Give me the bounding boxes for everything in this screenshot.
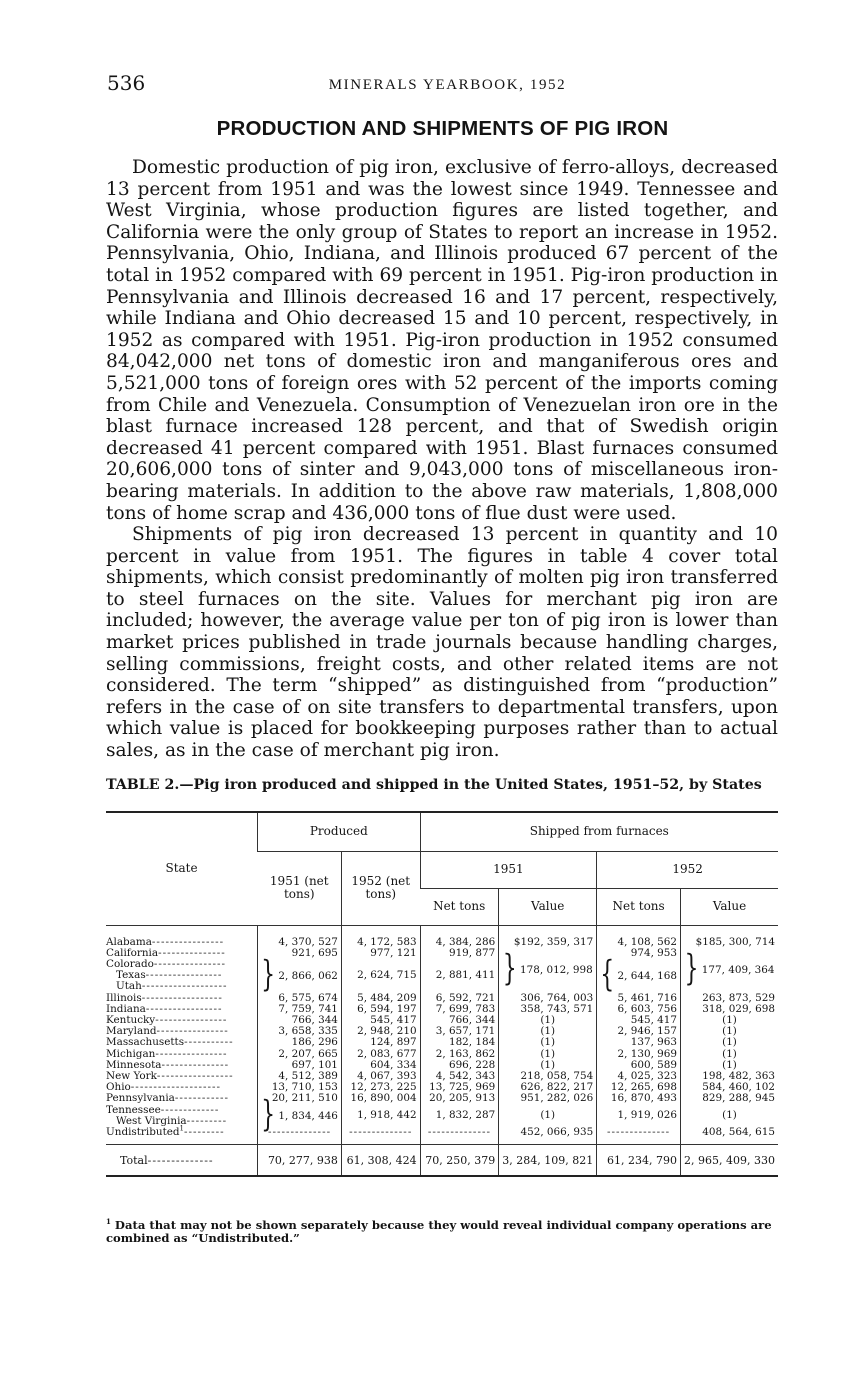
state-label: Pennsylvania bbox=[106, 1092, 175, 1105]
footnote-text: Data that may not be shown separately because they would reveal individual company operations are combined as “Undistributed.” bbox=[106, 1218, 772, 1245]
cell: 137, 963 bbox=[597, 1037, 681, 1048]
brace-icon: } bbox=[684, 949, 699, 990]
cell: 6, 603, 756 bbox=[597, 1004, 681, 1015]
cell: 218, 058, 754 bbox=[499, 1071, 597, 1082]
header-value-1952: Value bbox=[681, 888, 778, 925]
cell: 358, 743, 571 bbox=[499, 1004, 597, 1015]
cell: 545, 417 bbox=[341, 1015, 420, 1026]
cell-value: 2, 866, 062 bbox=[278, 969, 338, 982]
footnote-marker: 1 bbox=[106, 1217, 111, 1227]
cell: 696, 228 bbox=[420, 1060, 499, 1071]
cell: 974, 953 bbox=[597, 948, 681, 959]
cell: 263, 873, 529 bbox=[681, 993, 778, 1004]
header-shipped-1951: 1951 bbox=[420, 851, 597, 888]
cell: 13, 725, 969 bbox=[420, 1082, 499, 1093]
cell: 2, 948, 210 bbox=[341, 1026, 420, 1037]
cell: 4, 542, 343 bbox=[420, 1071, 499, 1082]
cell: 604, 334 bbox=[341, 1060, 420, 1071]
cell: 4, 025, 323 bbox=[597, 1071, 681, 1082]
state-label: Maryland bbox=[106, 1025, 157, 1038]
cell-blank: -------------- bbox=[341, 1127, 420, 1138]
cell: 12, 265, 698 bbox=[597, 1082, 681, 1093]
cell: (1) bbox=[499, 1060, 597, 1071]
cell: (1) bbox=[681, 1060, 778, 1071]
cell: 2, 946, 157 bbox=[597, 1026, 681, 1037]
table-row: Utah------------------- bbox=[106, 981, 778, 992]
cell: 766, 344 bbox=[258, 1015, 342, 1026]
cell: 6, 575, 674 bbox=[258, 993, 342, 1004]
cell: 20, 205, 913 bbox=[420, 1093, 499, 1104]
cell: 600, 589 bbox=[597, 1060, 681, 1071]
cell: 16, 890, 004 bbox=[341, 1093, 420, 1104]
section-title: PRODUCTION AND SHIPMENTS OF PIG IRON bbox=[216, 117, 669, 140]
state-label: New York bbox=[106, 1069, 157, 1082]
cell: 626, 822, 217 bbox=[499, 1082, 597, 1093]
cell: (1) bbox=[499, 1037, 597, 1048]
total-row: Total-------------- 70, 277, 938 61, 308, 424 70, 250, 379 3, 284, 109, 821 61, 234, 790 2, 965, 409, 330 bbox=[106, 1145, 778, 1177]
cell: 4, 067, 393 bbox=[341, 1071, 420, 1082]
cell: 318, 029, 698 bbox=[681, 1004, 778, 1015]
cell: 12, 273, 225 bbox=[341, 1082, 420, 1093]
cell: 408, 564, 615 bbox=[681, 1127, 778, 1138]
running-title: MINERALS YEARBOOK, 1952 bbox=[328, 77, 567, 93]
cell-grouped-value-1951 bbox=[499, 948, 597, 993]
table-row: Undistributed$^1$--------- -------------- -------------- -------------- 452, 066, 935 -------------- 408, 564, 615 bbox=[106, 1127, 778, 1138]
cell: 1, 832, 287 bbox=[420, 1105, 499, 1127]
state-label: Michigan bbox=[106, 1047, 156, 1060]
table-row: Minnesota--------------- 697, 101 604, 334 696, 228 (1) 600, 589 (1) bbox=[106, 1060, 778, 1071]
pig-iron-table bbox=[106, 811, 778, 1177]
cell: 977, 121 bbox=[341, 948, 420, 959]
cell: 6, 592, 721 bbox=[420, 993, 499, 1004]
cell: 766, 344 bbox=[420, 1015, 499, 1026]
cell: 951, 282, 026 bbox=[499, 1093, 597, 1104]
state-label: Massachusetts bbox=[106, 1036, 185, 1049]
cell-grouped-value-1952 bbox=[681, 948, 778, 993]
cell: 4, 512, 389 bbox=[258, 1071, 342, 1082]
cell-value: 177, 409, 364 bbox=[701, 964, 775, 977]
table-row: Michigan---------------- 2, 207, 665 2, 083, 677 2, 163, 862 (1) 2, 130, 969 (1) bbox=[106, 1049, 778, 1060]
cell: 2, 083, 677 bbox=[341, 1049, 420, 1060]
cell: 7, 699, 783 bbox=[420, 1004, 499, 1015]
cell-group bbox=[258, 954, 342, 995]
cell-value: 1, 834, 446 bbox=[278, 1109, 338, 1122]
table-row: Texas----------------- bbox=[106, 970, 778, 981]
cell: 124, 897 bbox=[341, 1037, 420, 1048]
cell: (1) bbox=[681, 1037, 778, 1048]
cell-value: 2, 644, 168 bbox=[617, 969, 678, 982]
cell: 61, 308, 424 bbox=[341, 1145, 420, 1177]
cell: (1) bbox=[681, 1026, 778, 1037]
cell: 1, 919, 026 bbox=[597, 1105, 681, 1127]
footnote-marker: 1 bbox=[179, 1124, 185, 1133]
cell: 16, 870, 493 bbox=[597, 1093, 681, 1104]
cell: 198, 482, 363 bbox=[681, 1071, 778, 1082]
header-state: State bbox=[106, 812, 258, 925]
cell: (1) bbox=[499, 1015, 597, 1026]
total-label: Total bbox=[120, 1153, 148, 1167]
header-produced: Produced bbox=[258, 812, 420, 851]
cell: 2, 881, 411 bbox=[420, 959, 499, 993]
state-label: Indiana bbox=[106, 1002, 146, 1015]
header-produced-1951: 1951 (net tons) bbox=[258, 851, 342, 925]
brace-icon: } bbox=[261, 954, 276, 995]
cell-blank: -------------- bbox=[597, 1127, 681, 1138]
cell: 20, 211, 510 bbox=[258, 1093, 342, 1104]
cell: 829, 288, 945 bbox=[681, 1093, 778, 1104]
page-number: 536 bbox=[107, 71, 146, 95]
cell: 2, 965, 409, 330 bbox=[681, 1145, 778, 1177]
header-value-1951: Value bbox=[499, 888, 597, 925]
table-row: Colorado---------------- } 2, 866, 062 2, 624, 715 2, 881, 411 { 2, 644, 168 bbox=[106, 959, 778, 970]
cell: 5, 484, 209 bbox=[341, 993, 420, 1004]
cell: (1) bbox=[681, 1015, 778, 1026]
cell: (1) bbox=[499, 1026, 597, 1037]
table-caption: TABLE 2.—Pig iron produced and shipped in the United States, 1951–52, by States bbox=[106, 777, 762, 793]
paragraph: Domestic production of pig iron, exclusive of ferro-alloys, decreased 13 percent from 1951 and was the lowest since 1949. Tennessee and West Virginia, whose production figures are listed together, and California were the only group of States to report an increase in 1952. Pennsylvania, Ohio, Indiana, and Illinois produced 67 percent of the total in 1952 compared with 69 percent in 1951. Pig-iron production in Pennsylvania and Illinois decreased 16 and 17 percent, respectively, while Indiana and Ohio decreased 15 and 10 percent, respectively, in 1952 as compared with 1951. Pig-iron production in 1952 consumed 84,042,000 net tons of domestic iron and manganiferous ores and 5,521,000 tons of foreign ores with 52 percent of the imports coming from Chile and Venezuela. Consumption of Venezuelan iron ore in the blast furnace increased 128 percent, and that of Swedish origin decreased 41 percent compared with 1951. Blast furnaces consumed 20,606,000 tons of sinter and 9,043,000 tons of miscellaneous iron-bearing materials. In addition to the above raw materials, 1,808,000 tons of home scrap and 436,000 tons of flue dust were used. bbox=[106, 157, 778, 524]
cell: 584, 460, 102 bbox=[681, 1082, 778, 1093]
table-row: Kentucky---------------- 766, 344 545, 417 766, 344 (1) 545, 417 (1) bbox=[106, 1015, 778, 1026]
header-produced-1952: 1952 (net tons) bbox=[341, 851, 420, 925]
cell: 1, 918, 442 bbox=[341, 1105, 420, 1127]
cell: (1) bbox=[499, 1105, 597, 1127]
table-row: Alabama---------------- 4, 370, 527 4, 172, 583 4, 384, 286 $192, 359, 317 4, 108, 562 $185, 300, 714 bbox=[106, 937, 778, 948]
state-label: Minnesota bbox=[106, 1058, 162, 1071]
header-shipped-1952: 1952 bbox=[597, 851, 778, 888]
state-label: Kentucky bbox=[106, 1013, 156, 1026]
cell: (1) bbox=[499, 1049, 597, 1060]
state-label: Colorado bbox=[106, 957, 154, 970]
cell: 4, 370, 527 bbox=[258, 937, 342, 948]
state-label: Illinois bbox=[106, 991, 142, 1004]
cell: 2, 163, 862 bbox=[420, 1049, 499, 1060]
table-row: Pennsylvania------------ 20, 211, 510 16, 890, 004 20, 205, 913 951, 282, 026 16, 870, 493 829, 288, 945 bbox=[106, 1093, 778, 1104]
cell: 6, 594, 197 bbox=[341, 1004, 420, 1015]
paragraph: Shipments of pig iron decreased 13 percent in quantity and 10 percent in value from 1951. The figures in table 4 cover total shipments, which consist predominantly of molten pig iron transferred to steel furnaces on the site. Values for merchant pig iron are included; however, the average value per ton of pig iron is lower than market prices published in trade journals because handling charges, selling commissions, freight costs, and other related items are not considered. The term “shipped” as distinguished from “production” refers in the case of on site transfers to departmental transfers, upon which value is placed for bookkeeping purposes rather than to actual sales, as in the case of merchant pig iron. bbox=[106, 524, 778, 762]
header-net-tons-1951: Net tons bbox=[420, 888, 499, 925]
cell-blank: -------------- bbox=[258, 1127, 342, 1138]
table-row: New York----------------- 4, 512, 389 4, 067, 393 4, 542, 343 218, 058, 754 4, 025, 323 198, 482, 363 bbox=[106, 1071, 778, 1082]
table-row: Ohio-------------------- 13, 710, 153 12, 273, 225 13, 725, 969 626, 822, 217 12, 265, 698 584, 460, 102 bbox=[106, 1082, 778, 1093]
cell: 3, 658, 335 bbox=[258, 1026, 342, 1037]
cell: 452, 066, 935 bbox=[499, 1127, 597, 1138]
state-label: California bbox=[106, 946, 159, 959]
cell: 4, 384, 286 bbox=[420, 937, 499, 948]
header-net-tons-1952: Net tons bbox=[597, 888, 681, 925]
cell: (1) bbox=[681, 1105, 778, 1127]
brace-icon: { bbox=[600, 954, 615, 995]
cell: 70, 250, 379 bbox=[420, 1145, 499, 1177]
header-shipped: Shipped from furnaces bbox=[420, 812, 778, 851]
cell: 2, 207, 665 bbox=[258, 1049, 342, 1060]
cell: 921, 695 bbox=[258, 948, 342, 959]
cell: 7, 759, 741 bbox=[258, 1004, 342, 1015]
table-row: Illinois------------------ 6, 575, 674 5, 484, 209 6, 592, 721 306, 764, 003 5, 461, 716 263, 873, 529 bbox=[106, 993, 778, 1004]
cell: 3, 284, 109, 821 bbox=[499, 1145, 597, 1177]
state-label: Texas bbox=[116, 969, 146, 982]
brace-icon: } bbox=[502, 949, 517, 990]
cell: 186, 296 bbox=[258, 1037, 342, 1048]
body-text bbox=[106, 157, 778, 762]
cell-group bbox=[597, 954, 681, 995]
footnote bbox=[106, 1219, 778, 1244]
table-row: Maryland---------------- 3, 658, 335 2, 948, 210 3, 657, 171 (1) 2, 946, 157 (1) bbox=[106, 1026, 778, 1037]
table-row: California--------------- 921, 695 977, 121 919, 877 } 178, 012, 998 974, 953 } 177, 409, 364 bbox=[106, 948, 778, 959]
table-row: Indiana----------------- 7, 759, 741 6, 594, 197 7, 699, 783 358, 743, 571 6, 603, 756 318, 029, 698 bbox=[106, 1004, 778, 1015]
cell: 13, 710, 153 bbox=[258, 1082, 342, 1093]
brace-icon: } bbox=[261, 1094, 276, 1135]
cell-blank: -------------- bbox=[420, 1127, 499, 1138]
table-row: Massachusetts----------- 186, 296 124, 897 182, 184 (1) 137, 963 (1) bbox=[106, 1037, 778, 1048]
cell: 3, 657, 171 bbox=[420, 1026, 499, 1037]
cell: $185, 300, 714 bbox=[681, 937, 778, 948]
cell: 306, 764, 003 bbox=[499, 993, 597, 1004]
state-label: Undistributed bbox=[106, 1125, 180, 1138]
state-label: Tennessee bbox=[106, 1103, 161, 1116]
cell: 545, 417 bbox=[597, 1015, 681, 1026]
cell-value: 178, 012, 998 bbox=[520, 964, 593, 977]
cell: 182, 184 bbox=[420, 1037, 499, 1048]
cell: 61, 234, 790 bbox=[597, 1145, 681, 1177]
cell: 4, 172, 583 bbox=[341, 937, 420, 948]
cell: 4, 108, 562 bbox=[597, 937, 681, 948]
table-row: Tennessee------------- } 1, 834, 446 1, 918, 442 1, 832, 287 (1) 1, 919, 026 (1) bbox=[106, 1105, 778, 1116]
cell: 2, 130, 969 bbox=[597, 1049, 681, 1060]
cell: 697, 101 bbox=[258, 1060, 342, 1071]
state-label: Alabama bbox=[106, 935, 152, 948]
cell: 919, 877 bbox=[420, 948, 499, 959]
table-row: West Virginia--------- bbox=[106, 1116, 778, 1127]
cell: (1) bbox=[681, 1049, 778, 1060]
state-label: West Virginia bbox=[116, 1114, 187, 1127]
state-label: Ohio bbox=[106, 1081, 131, 1094]
state-label: Utah bbox=[116, 980, 142, 993]
cell: 5, 461, 716 bbox=[597, 993, 681, 1004]
cell: 70, 277, 938 bbox=[258, 1145, 342, 1177]
cell: $192, 359, 317 bbox=[499, 937, 597, 948]
cell: 2, 624, 715 bbox=[341, 959, 420, 993]
